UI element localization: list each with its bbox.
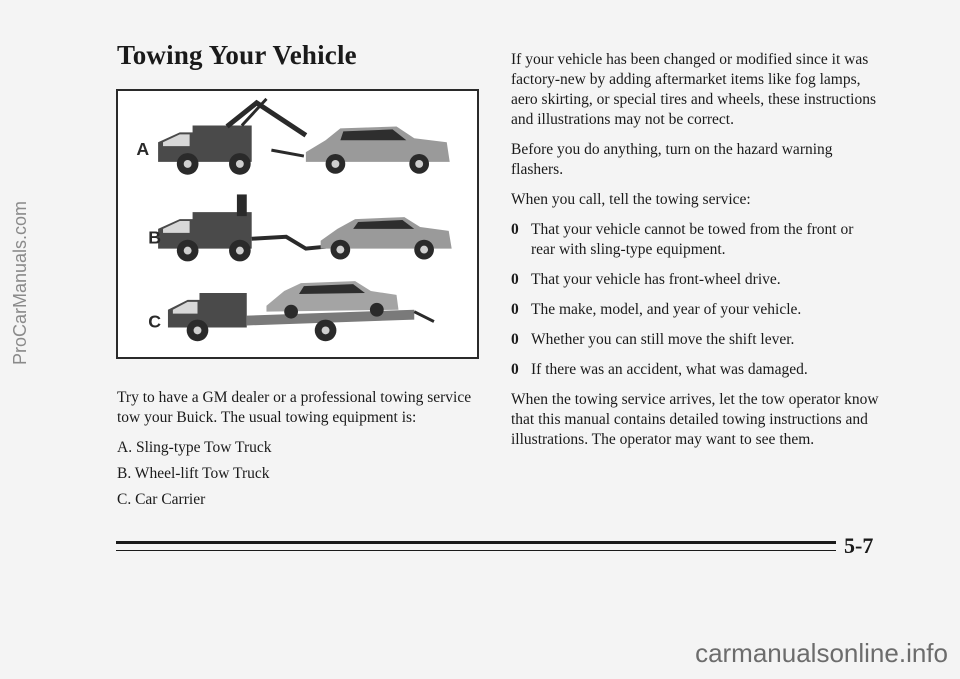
footer-site-watermark: carmanualsonline.info [695,638,948,668]
footer-divider-thin [116,550,836,551]
checklist-item-text: Whether you can still move the shift lever. [531,331,795,348]
car-carrier-drawing [168,281,434,341]
side-watermark: ProCarManuals.com [10,200,30,365]
equipment-item: C. Car Carrier [117,491,206,508]
label-b: B [148,227,162,248]
checklist-item-text: That your vehicle cannot be towed from the front or rear with sling-type equipment. [531,221,854,258]
checklist-item [511,270,881,290]
checklist-item [511,300,881,320]
bullet-marker: 0 [511,361,519,378]
footer-divider [116,541,836,544]
call-instructions-paragraph: When you call, tell the towing service: [511,191,751,208]
label-c: C [148,311,162,332]
equipment-item: B. Wheel-lift Tow Truck [117,465,270,482]
checklist-item [511,360,881,380]
towing-equipment-section [117,388,487,516]
equipment-item: A. Sling-type Tow Truck [117,439,272,456]
towing-service-checklist [511,220,881,380]
towing-instructions [511,50,881,460]
hazard-flashers-paragraph: Before you do anything, turn on the hazard warning flashers. [511,141,833,178]
checklist-item-text: That your vehicle has front-wheel drive. [531,271,781,288]
towing-equipment-drawing [118,91,477,357]
sling-type-tow-truck-drawing [158,99,450,175]
checklist-item-text: If there was an accident, what was damaged. [531,361,808,378]
operator-info-paragraph: When the towing service arrives, let the tow operator know that this manual contains detailed towing instructions and illustrations. The operator may want to see them. [511,391,879,448]
wheel-lift-tow-truck-drawing [158,194,452,261]
page-number: 5-7 [844,533,874,558]
page-title: Towing Your Vehicle [117,40,357,70]
bullet-marker: 0 [511,331,519,348]
bullet-marker: 0 [511,301,519,318]
checklist-item [511,330,881,350]
checklist-item [511,220,881,260]
equipment-list [117,438,487,510]
bullet-marker: 0 [511,221,519,238]
bullet-marker: 0 [511,271,519,288]
label-a: A [136,139,150,160]
towing-intro-paragraph: Try to have a GM dealer or a professional towing service tow your Buick. The usual towing equipment is: [117,389,472,426]
modification-warning-paragraph: If your vehicle has been changed or modified since it was factory-new by adding aftermarket items like fog lamps, aero skirting, or special tires and wheels, these instructions and illustrations may not be correct. [511,51,877,128]
checklist-item-text: The make, model, and year of your vehicle. [531,301,802,318]
towing-illustration [116,89,479,359]
